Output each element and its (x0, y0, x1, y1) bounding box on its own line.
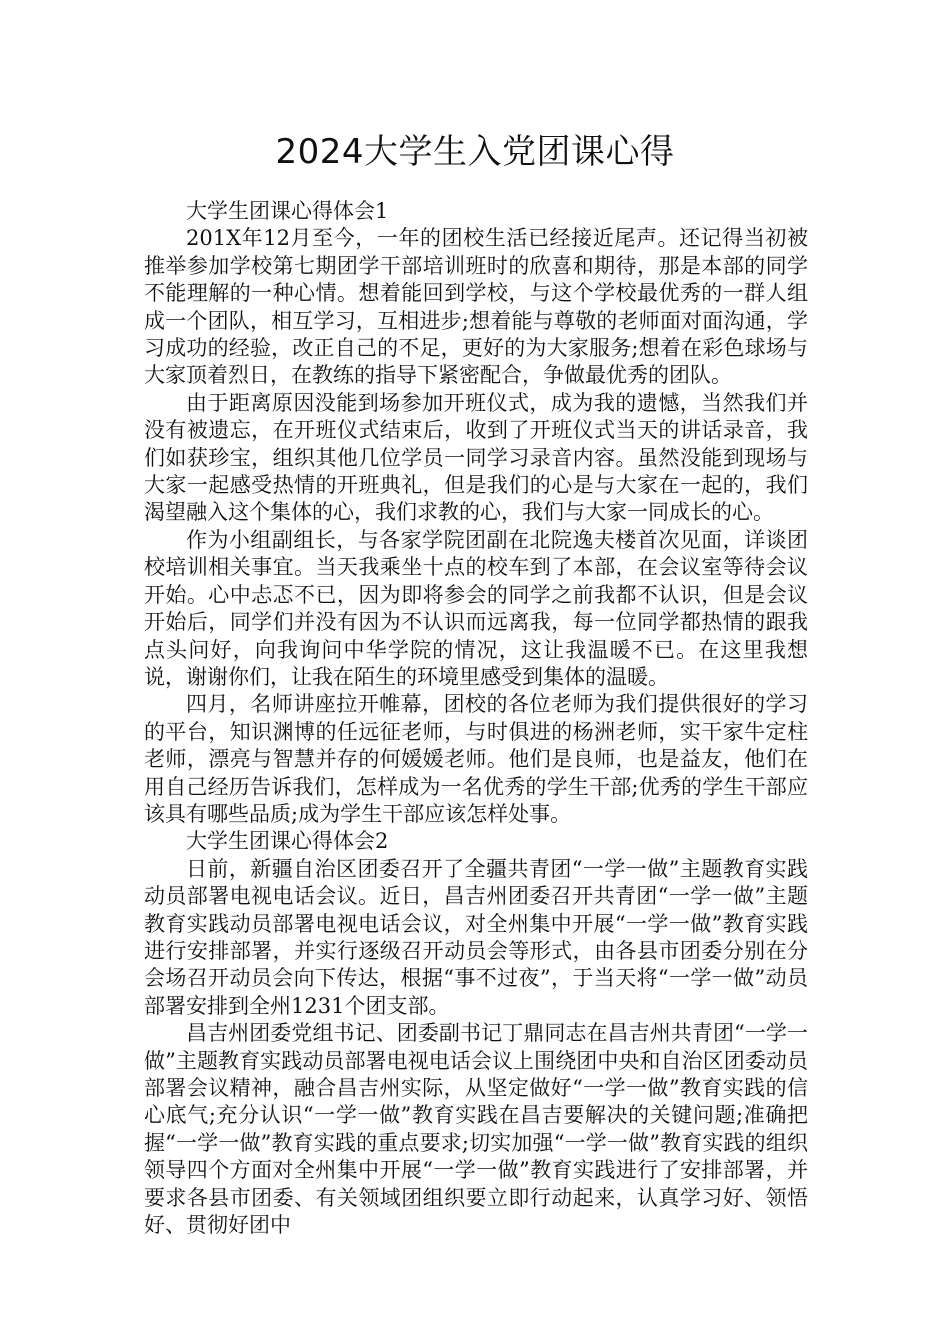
paragraph: 昌吉州团委党组书记、团委副书记丁鼎同志在昌吉州共青团“一学一做”主题教育实践动员部署电视电话会议上围绕团中央和自治区团委动员部署会议精神，融合昌吉州实际，从坚定做好“一学一做”教育实践的信心底气;充分认识“一学一做”教育实践在昌吉要解决的关键问题;准确把握“一学一做”教育实践的重点要求;切实加强“一学一做”教育实践的组织领导四个方面对全州集中开展“一学一做”教育实践进行了安排部署，并要求各县市团委、有关领域团组织要立即行动起来，认真学习好、领悟好、贯彻好团中 (144, 1021, 808, 1238)
paragraph: 由于距离原因没能到场参加开班仪式，成为我的遗憾，当然我们并没有被遗忘，在开班仪式结束后，收到了开班仪式当天的讲话录音，我们如获珍宝，组织其他几位学员一同学习录音内容。虽然没能到现场与大家一起感受热情的开班典礼，但是我们的心是与大家在一起的，我们渴望融入这个集体的心，我们求教的心，我们与大家一同成长的心。 (144, 390, 808, 525)
section-heading-2: 大学生团课心得体会2 (186, 829, 389, 854)
paragraph: 201X年12月至今，一年的团校生活已经接近尾声。还记得当初被推举参加学校第七期团学干部培训班时的欣喜和期待，那是本部的同学不能理解的一种心情。想着能回到学校，与这个学校最优秀的一群人组成一个团队，相互学习，互相进步;想着能与尊敬的老师面对面沟通，学习成功的经验，改正自己的不足，更好的为大家服务;想着在彩色球场与大家顶着烈日，在教练的指导下紧密配合，争做最优秀的团队。 (144, 226, 808, 388)
paragraph: 四月，名师讲座拉开帷幕，团校的各位老师为我们提供很好的学习的平台，知识渊博的任远征老师，与时俱进的杨洲老师，实干家牛定柱老师，漂亮与智慧并存的何媛媛老师。他们是良师，也是益友，他们在用自己经历告诉我们，怎样成为一名优秀的学生干部;优秀的学生干部应该具有哪些品质;成为学生干部应该怎样处事。 (144, 692, 808, 826)
document-body (144, 198, 808, 1239)
paragraph: 日前，新疆自治区团委召开了全疆共青团“一学一做”主题教育实践动员部署电视电话会议。近日，昌吉州团委召开共青团“一学一做”主题教育实践动员部署电视电话会议，对全州集中开展“一学一做”教育实践进行安排部署，并实行逐级召开动员会等形式，由各县市团委分别在分会场召开动员会向下传达，根据“事不过夜”，于当天将“一学一做”动员部署安排到全州1231个团支部。 (144, 856, 808, 1018)
page-title: 2024大学生入党团课心得 (275, 132, 675, 172)
section-heading-1: 大学生团课心得体会1 (186, 199, 389, 223)
paragraph: 作为小组副组长，与各家学院团副在北院逸夫楼首次见面，详谈团校培训相关事宜。当天我乘坐十点的校车到了本部，在会议室等待会议开始。心中忐忑不已，因为即将参会的同学之前我都不认识，但是会议开始后，同学们并没有因为不认识而远离我，每一位同学都热情的跟我点头问好，向我询问中华学院的情况，这让我温暖不已。在这里我想说，谢谢你们，让我在陌生的环境里感受到集体的温暖。 (144, 527, 808, 689)
